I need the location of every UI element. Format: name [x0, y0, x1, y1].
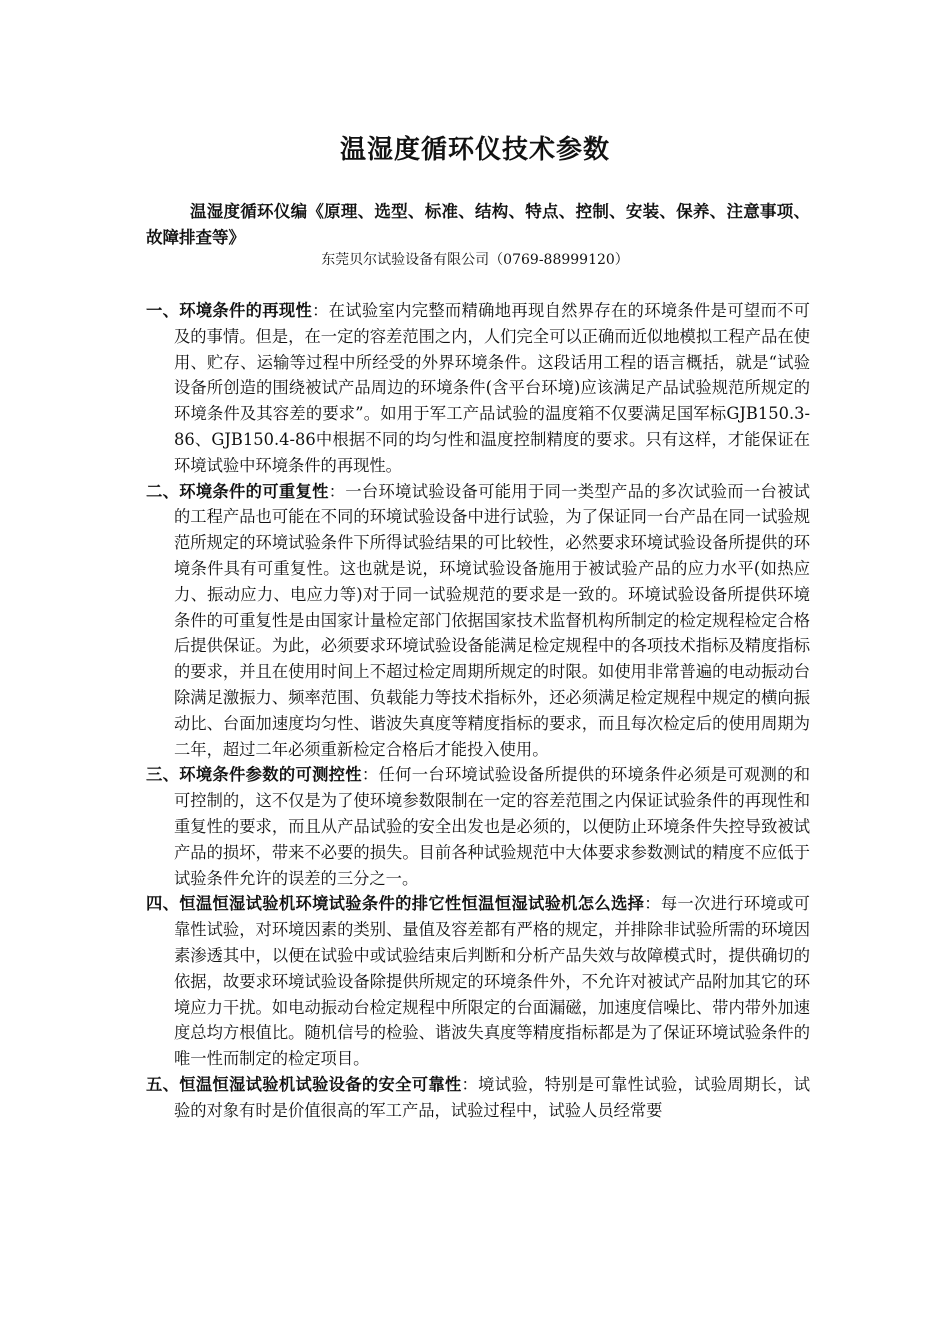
section-number: 二、 — [146, 481, 180, 501]
section-number: 五、 — [146, 1074, 180, 1094]
section-4 — [146, 891, 810, 1072]
section-heading: 恒温恒湿试验机试验设备的安全可靠性 — [179, 1074, 462, 1094]
section-body: ：在试验室内完整而精确地再现自然界存在的环境条件是可望而不可及的事情。但是，在一定的容差范围之内，人们完全可以正确而近似地模拟工程产品在使用、贮存、运输等过程中所经受的外界环境条件。这段话用工程的语言概括，就是“试验设备所创造的围绕被试产品周边的环境条件(含平台环境)应该满足产品试验规范所规定的环境条件及其容差的要求”。如用于军工产品试验的温度箱不仅要满足国军标GJB150.3-86、GJB150.4-86中根据不同的均匀性和温度控制精度的要求。只有这样，才能保证在环境试验中环境条件的再现性。 — [174, 301, 810, 475]
section-heading: 环境条件的再现性 — [179, 301, 313, 320]
section-3 — [146, 762, 810, 891]
section-1 — [146, 298, 810, 479]
section-number: 三、 — [146, 765, 180, 785]
document-subtitle: 温湿度循环仪编《原理、选型、标准、结构、特点、控制、安装、保养、注意事项、故障排查等》 — [146, 202, 810, 247]
section-heading: 环境条件的可重复性 — [179, 481, 329, 501]
section-body: ：每一次进行环境或可靠性试验，对环境因素的类别、量值及容差都有严格的规定，并排除非试验所需的环境因素渗透其中，以便在试验中或试验结束后判断和分析产品失效与故障模式时，提供确切的依据，故要求环境试验设备除提供所规定的环境条件外，不允许对被试产品附加其它的环境应力干扰。如电动振动台检定规程中所限定的台面漏磁，加速度信噪比、带内带外加速度总均方根值比。随机信号的检验、谐波失真度等精度指标都是为了保证环境试验条件的唯一性而制定的检定项目。 — [174, 894, 810, 1069]
section-list — [146, 298, 810, 1124]
section-2 — [146, 479, 810, 763]
section-heading: 恒温恒湿试验机环境试验条件的排它性恒温恒湿试验机怎么选择 — [179, 894, 645, 914]
section-number: 一、 — [146, 301, 180, 320]
section-body: ：任何一台环境试验设备所提供的环境条件必须是可观测的和可控制的，这不仅是为了使环境参数限制在一定的容差范围之内保证试验条件的再现性和重复性的要求，而且从产品试验的安全出发也是必须的，以便防止环境条件失控导致被试产品的损坏，带来不必要的损失。目前各种试验规范中大体要求参数测试的精度不应低于试验条件允许的误差的三分之一。 — [174, 765, 810, 888]
section-body: ：一台环境试验设备可能用于同一类型产品的多次试验而一台被试的工程产品也可能在不同的环境试验设备中进行试验，为了保证同一台产品在同一试验规范所规定的环境试验条件下所得试验结果的可比较性，必然要求环境试验设备所提供的环境条件具有可重复性。这也就是说，环境试验设备施用于被试验产品的应力水平(如热应力、振动应力、电应力等)对于同一试验规范的要求是一致的。环境试验设备所提供环境条件的可重复性是由国家计量检定部门依据国家技术监督机构所制定的检定规程检定合格后提供保证。为此，必须要求环境试验设备能满足检定规程中的各项技术指标及精度指标的要求，并且在使用时间上不超过检定周期所规定的时限。如使用非常普遍的电动振动台除满足激振力、频率范围、负载能力等技术指标外，还必须满足检定规程中规定的横向振动比、台面加速度均匀性、谐波失真度等精度指标的要求，而且每次检定后的使用周期为二年，超过二年必须重新检定合格后才能投入使用。 — [174, 481, 810, 759]
company-line: 东莞贝尔试验设备有限公司（0769-88999120） — [321, 252, 629, 268]
section-body: ：境试验，特别是可靠性试验，试验周期长，试验的对象有时是价值很高的军工产品，试验过程中，试验人员经常要 — [174, 1074, 810, 1120]
section-heading: 环境条件参数的可测控性 — [179, 765, 362, 785]
section-5 — [146, 1072, 810, 1124]
document-title: 温湿度循环仪技术参数 — [339, 135, 610, 165]
section-number: 四、 — [146, 894, 180, 914]
